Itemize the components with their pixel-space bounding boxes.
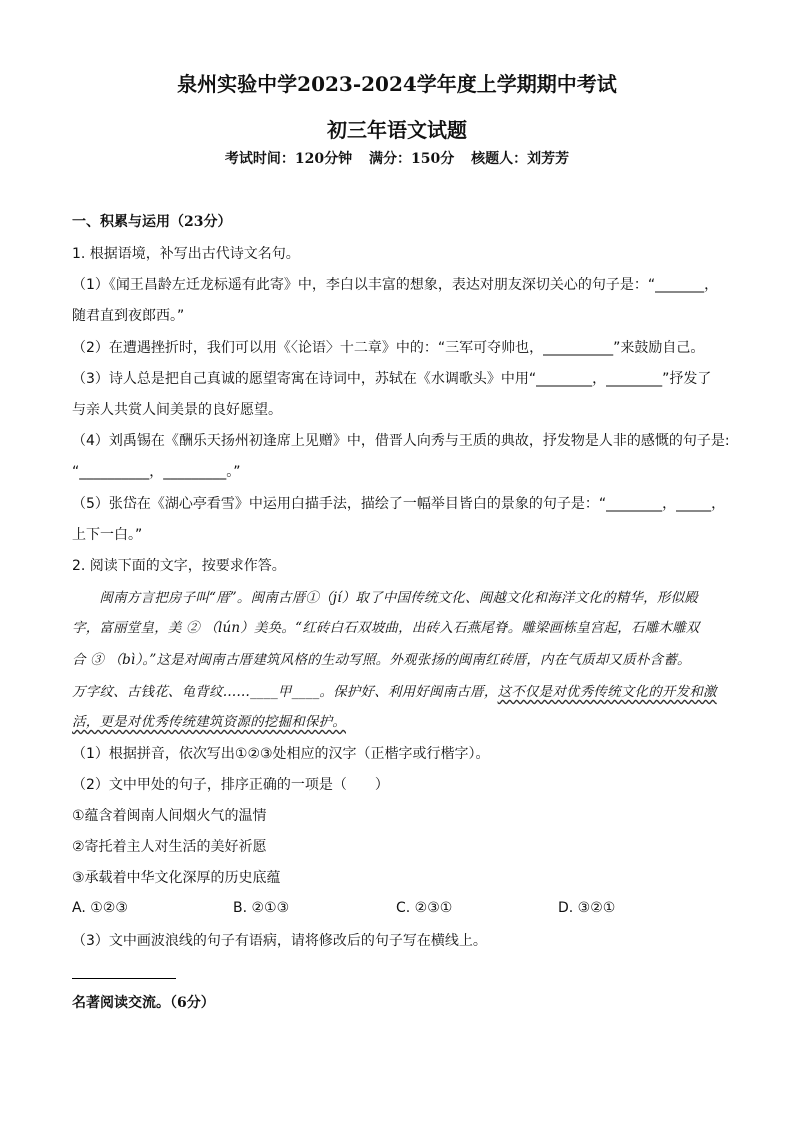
section1-heading: 一、积累与运用（23分）: [72, 214, 232, 230]
option-b[interactable]: B. ②①③: [233, 900, 290, 916]
exam-meta: [0, 148, 794, 168]
passage-text: 。保护好、利用好闽南古厝，: [319, 684, 498, 700]
q2-sub3: （3）文中画波浪线的句子有语病，请将修改后的句子写在横线上。: [72, 933, 487, 949]
passage-blank-jia: ____甲____: [250, 684, 320, 700]
exam-time: 考试时间：120分钟: [224, 151, 353, 167]
exam-score: 满分：150分: [369, 151, 455, 167]
passage-line: 合 ③ （bì）。”这是对闽南古厝建筑风格的生动写照。外观张扬的闽南红砖厝，内在气质却又质朴含蓄。: [72, 652, 691, 668]
q1-item2: （2）在遭遇挫折时，我们可以用《〈论语〉十二章》中的：“三军可夺帅也，__________”来鼓励自己。: [72, 340, 705, 356]
section2-heading: 名著阅读交流。（6分）: [72, 995, 215, 1011]
passage-line: 闽南方言把房子叫“厝”。闽南古厝①（jí）取了中国传统文化、闽越文化和海洋文化的精华，形似殿: [72, 590, 698, 606]
q1-stem: 1. 根据语境，补写出古代诗文名句。: [72, 246, 300, 262]
wavy-sentence: 活，更是对优秀传统建筑资源的挖掘和保护。: [72, 714, 346, 730]
exam-checker: 核题人：刘芳芳: [471, 151, 570, 167]
passage-text: 万字纹、古钱花、龟背纹……: [72, 684, 251, 700]
q1-item1-line2: 随君直到夜郎西。”: [72, 308, 185, 324]
q1-item4-line2: “__________，_________。”: [72, 464, 241, 480]
passage-line: 字，富丽堂皇，美 ② （lún）美奂。“红砖白石双坡曲，出砖入石燕尾脊。雕梁画栋皇宫起，石雕木雕双: [72, 620, 700, 636]
wavy-sentence: 这不仅是对优秀传统文化的开发和激: [497, 684, 717, 700]
q2-item1: ①蕴含着闽南人间烟火气的温情: [72, 808, 267, 824]
passage-line: [72, 682, 724, 702]
q2-stem: 2. 阅读下面的文字，按要求作答。: [72, 558, 286, 574]
option-c[interactable]: C. ②③①: [396, 900, 453, 916]
q1-item4-line1: （4）刘禹锡在《酬乐天扬州初逢席上见赠》中，借晋人向秀与王质的典故，抒发物是人非的感慨的句子是:: [72, 433, 730, 449]
q1-item5-line2: 上下一白。”: [72, 527, 143, 543]
q1-item3-line1: （3）诗人总是把自己真诚的愿望寄寓在诗词中，苏轼在《水调歌头》中用“________，________”抒发了: [72, 371, 712, 387]
footnote-divider: [72, 978, 176, 979]
q1-item3-line2: 与亲人共赏人间美景的良好愿望。: [72, 402, 282, 418]
passage-line: [72, 712, 724, 732]
exam-subtitle: 初三年语文试题: [327, 118, 467, 142]
exam-title: 泉州实验中学2023-2024学年度上学期期中考试: [177, 72, 617, 96]
option-a[interactable]: A. ①②③: [72, 900, 128, 916]
q2-item3: ③承载着中华文化深厚的历史底蕴: [72, 870, 281, 886]
q1-item5-line1: （5）张岱在《湖心亭看雪》中运用白描手法，描绘了一幅举目皆白的景象的句子是：“________，_____，: [72, 496, 726, 512]
q1-item1-line1: （1）《闻王昌龄左迁龙标遥有此寄》中，李白以丰富的想象，表达对朋友深切关心的句子是：“_______，: [72, 277, 719, 293]
q2-sub2: （2）文中甲处的句子，排序正确的一项是（ ）: [72, 777, 389, 793]
q2-sub1: （1）根据拼音，依次写出①②③处相应的汉字（正楷字或行楷字）。: [72, 746, 490, 762]
q2-item2: ②寄托着主人对生活的美好祈愿: [72, 839, 267, 855]
option-d[interactable]: D. ③②①: [558, 900, 616, 916]
